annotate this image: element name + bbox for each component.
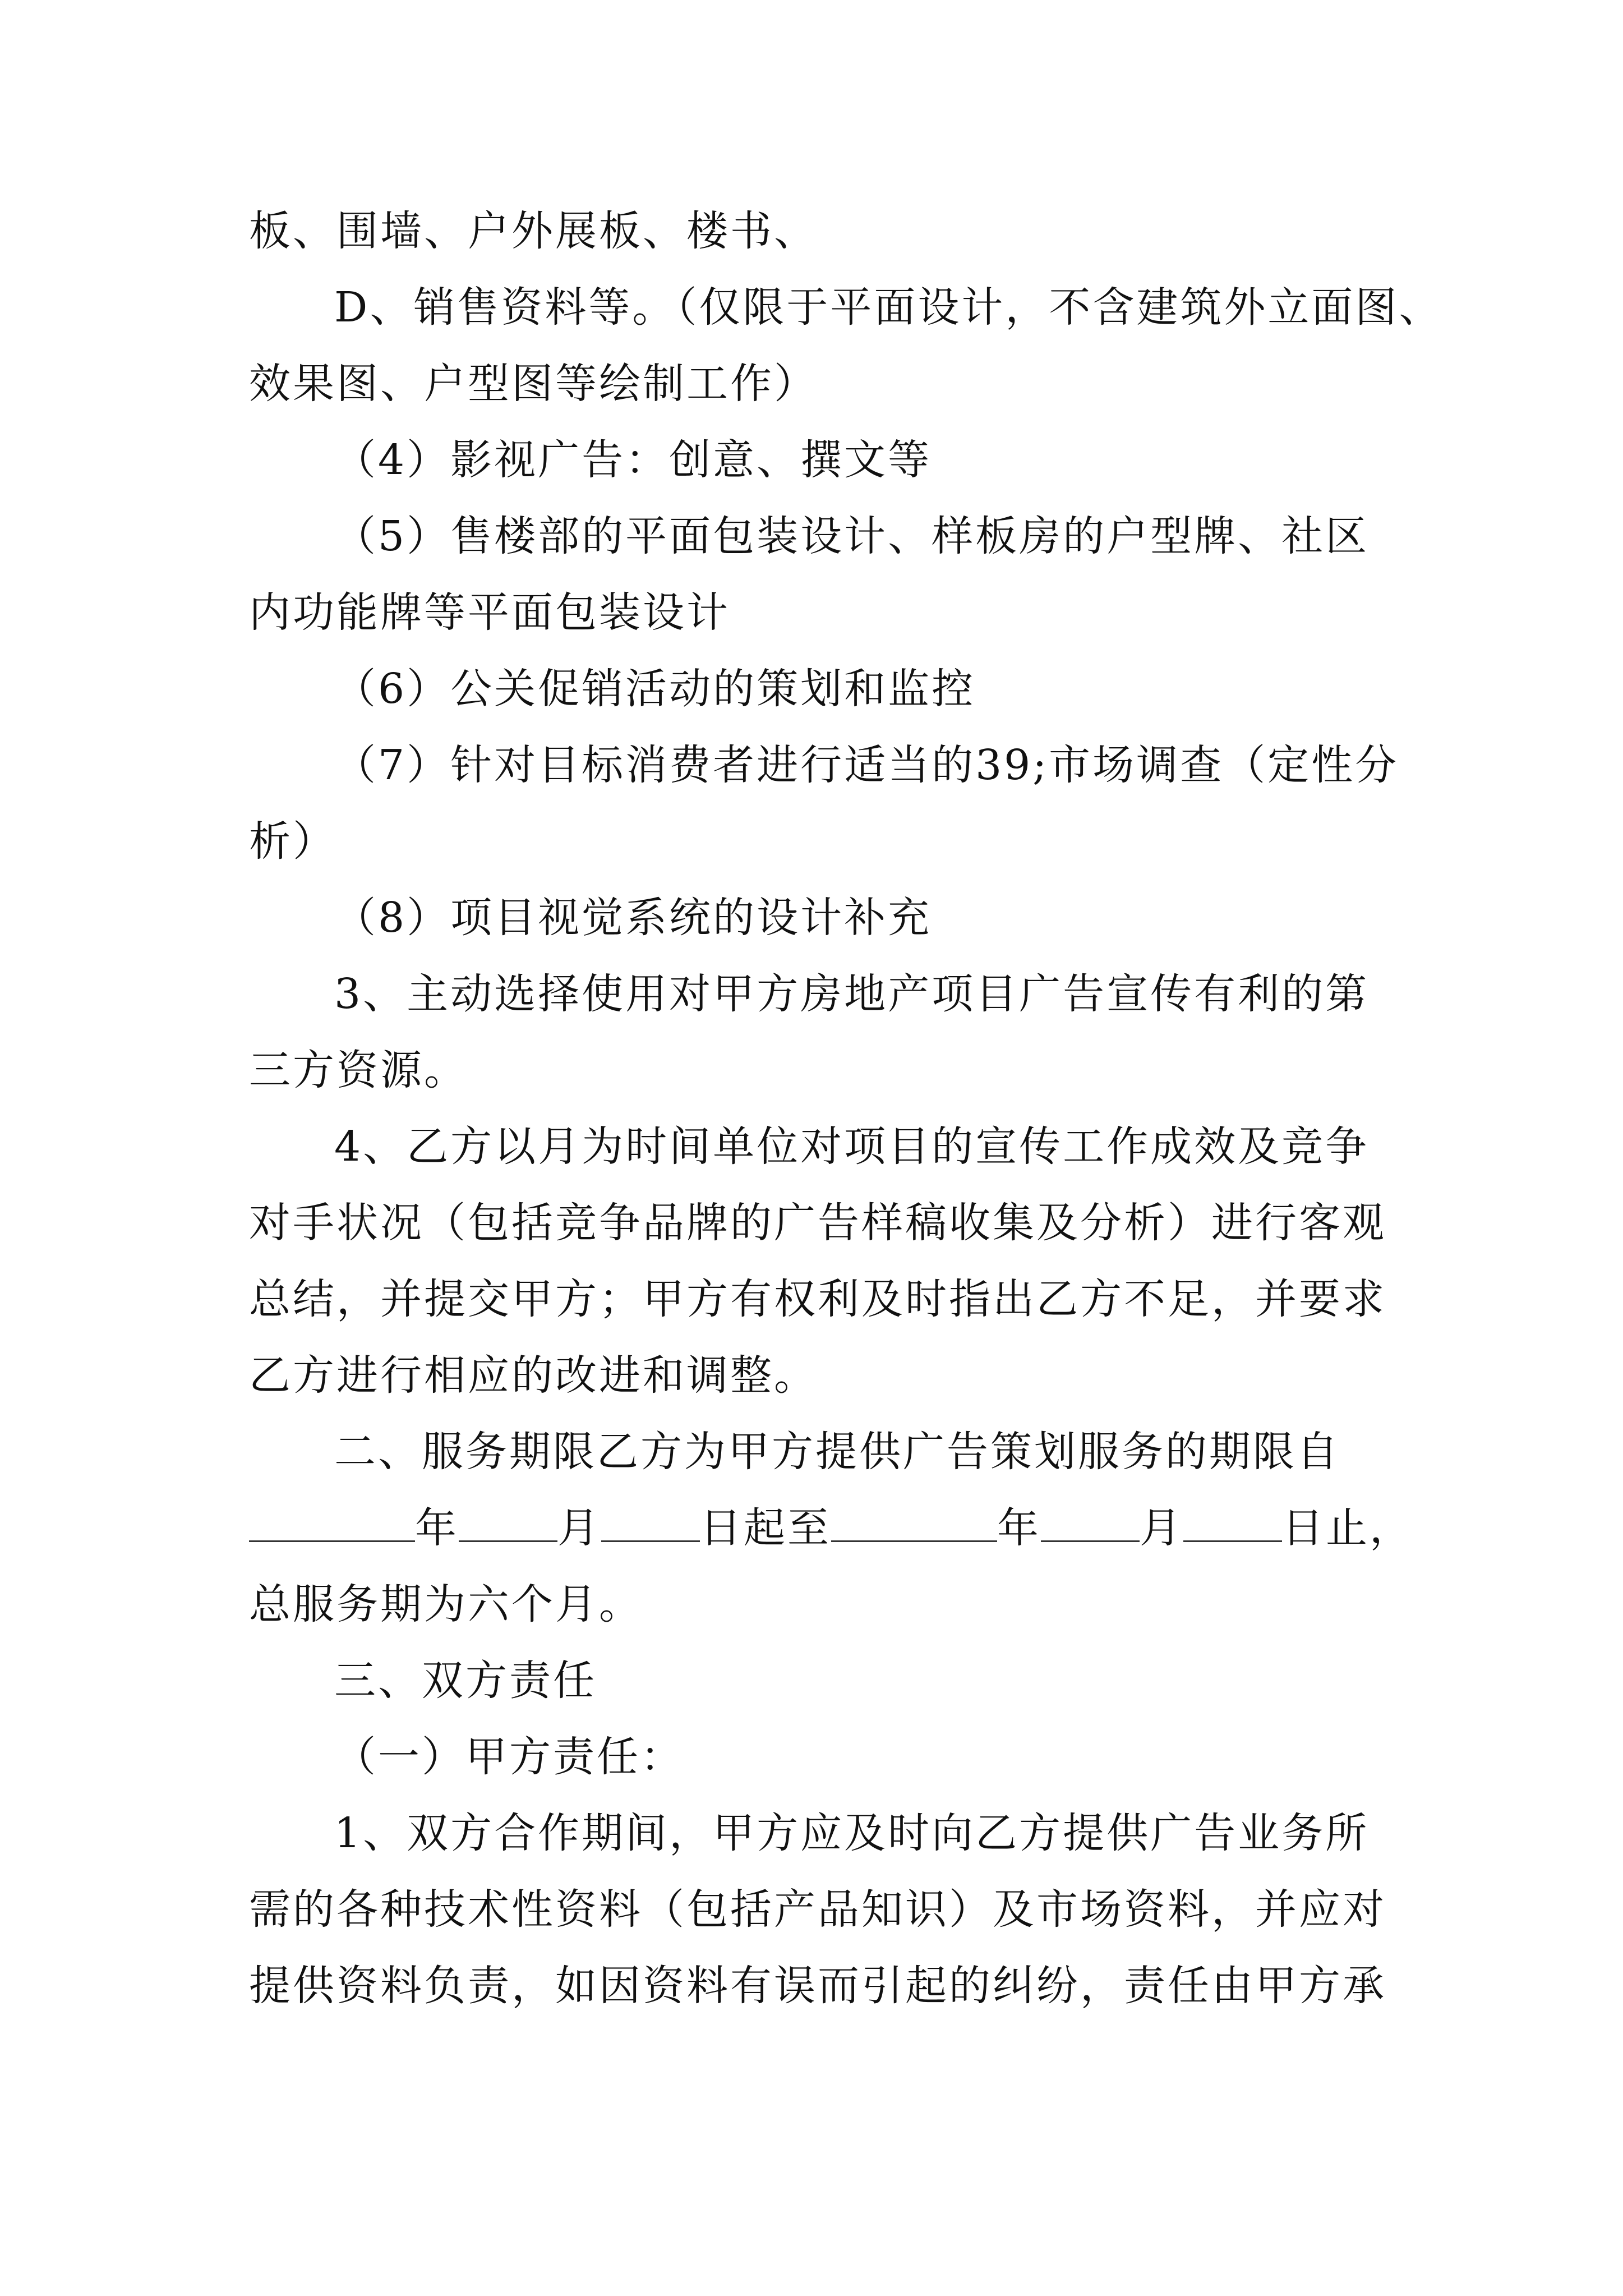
text-line: 对手状况（包括竞争品牌的广告样稿收集及分析）进行客观 (249, 1199, 1386, 1247)
blank-field (459, 1497, 557, 1542)
section-heading: 三、双方责任 (334, 1657, 597, 1705)
text-line: 1、双方合作期间，甲方应及时向乙方提供广告业务所 (334, 1809, 1370, 1857)
blank-field (831, 1497, 997, 1542)
text-line: （7）针对目标消费者进行适当的39;市场调查（定性分 (334, 741, 1399, 789)
text-line: 3、主动选择使用对甲方房地产项目广告宣传有利的第 (334, 970, 1370, 1018)
text-line: 需的各种技术性资料（包括产品知识）及市场资料，并应对 (249, 1885, 1386, 1934)
day-to-label: 日止， (1282, 1504, 1413, 1552)
text-line: （4）影视广告：创意、撰文等 (334, 436, 932, 484)
text-line: （6）公关促销活动的策划和监控 (334, 665, 976, 713)
service-period-date-line (249, 1494, 1413, 1562)
text-line: 提供资料负责，如因资料有误而引起的纠纷，责任由甲方承 (249, 1962, 1386, 2010)
blank-field (249, 1497, 415, 1542)
day-from-label: 日起至 (700, 1504, 831, 1552)
text-line: （5）售楼部的平面包装设计、样板房的户型牌、社区 (334, 512, 1370, 560)
subsection-heading: （一）甲方责任： (334, 1733, 684, 1781)
blank-field (601, 1497, 700, 1542)
text-line: 效果图、户型图等绘制工作） (249, 360, 818, 408)
year-label: 年 (997, 1504, 1041, 1552)
month-label: 月 (1140, 1504, 1183, 1552)
text-line: 乙方进行相应的改进和调整。 (249, 1351, 818, 1400)
text-line: 内功能牌等平面包装设计 (249, 588, 730, 637)
text-line: 板、围墙、户外展板、楼书、 (249, 207, 818, 255)
blank-field (1041, 1497, 1140, 1542)
text-line: 析） (249, 817, 336, 866)
text-line: 总服务期为六个月。 (249, 1580, 643, 1628)
text-line: 二、服务期限乙方为甲方提供广告策划服务的期限自 (334, 1428, 1340, 1476)
text-line: 总结，并提交甲方；甲方有权利及时指出乙方不足，并要求 (249, 1275, 1386, 1323)
text-line: D、销售资料等。（仅限于平面设计，不含建筑外立面图、 (334, 283, 1443, 332)
year-label: 年 (415, 1504, 459, 1552)
text-line: （8）项目视觉系统的设计补充 (334, 894, 932, 942)
blank-field (1183, 1497, 1282, 1542)
text-line: 4、乙方以月为时间单位对项目的宣传工作成效及竞争 (334, 1122, 1370, 1171)
text-line: 三方资源。 (249, 1046, 468, 1094)
month-label: 月 (557, 1504, 601, 1552)
